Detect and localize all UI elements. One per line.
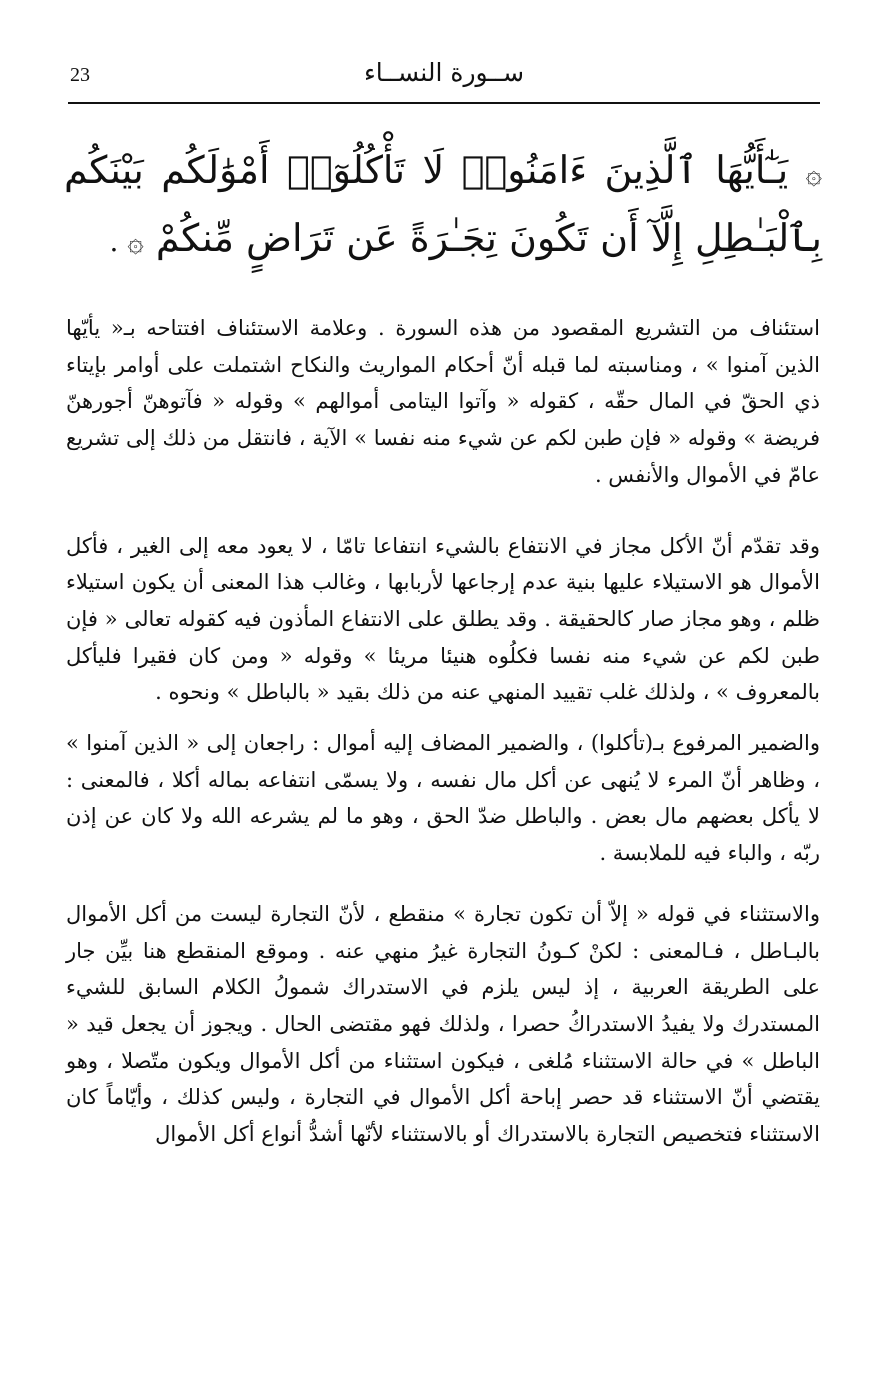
- paragraph-3: والضمير المرفوع بـ(تأكلوا) ، والضمير المضاف إليه أموال : راجعان إلى « الذين آمنوا » ، وظاهر أنّ المرء لا يُنهى عن أكل مال نفسه ، ولا يسمّى انتفاعه بماله أكلا ، فالمعنى : لا يأكل بعضهم مال بعض . والباطل ضدّ الحق ، وهو ما لم يشرعه الله ولا كان عن إذن ربّه ، والباء فيه للملابسة .: [66, 731, 820, 866]
- verse-text: يَـٰٓأَيُّهَا ٱلَّذِينَ ءَامَنُوا۟ لَا تَأْكُلُوٓا۟ أَمْوَٰلَكُم بَيْنَكُم بِٱلْبَـٰطِلِ إِلَّآ أَن تَكُونَ تِجَـٰرَةً عَن تَرَاضٍ مِّنكُمْ: [64, 148, 822, 260]
- paragraph-4: والاستثناء في قوله « إلاّ أن تكون تجارة » منقطع ، لأنّ التجارة ليست من أكل الأموال بالبـاطل ، فـالمعنى : لكنْ كـونُ التجارة غيرُ منهي عنه . وموقع المنقطع هنا بيِّن جار على الطريقة العربية ، إذ ليس يلزم في الاستدراك شمولُ الكلام السابق للشيء المستدرك ولا يفيدُ الاستدراكُ حصرا ، ولذلك فهو مقتضى الحال . ويجوز أن يجعل قيد « الباطل » في حالة الاستثناء مُلغى ، فيكون استثناء من أكل الأموال ويكون متّصلا ، وهو يقتضي أنّ الاستثناء قد حصر إباحة أكل الأموال في التجارة ، وليس كذلك ، وأيّاماً كان الاستثناء فتخصيص التجارة بالاستدراك أو بالاستثناء لأنّها أشدُّ أنواع أكل الأموال: [66, 901, 820, 1147]
- quran-verse: [64, 138, 822, 274]
- running-title: ســورة النســاء: [363, 58, 525, 87]
- paragraph-2: وقد تقدّم أنّ الأكل مجاز في الانتفاع بالشيء انتفاعا تامّا ، لا يعود معه إلى الغير ، فأكل الأموال هو الاستيلاء عليها بنية عدم إرجاعها لأربابها ، وغالب هذا المعنى أن يكون استيلاء ظلم ، وهو مجاز صار كالحقيقة . وقد يطلق على الانتفاع المأذون فيه كقوله تعالى « فإن طبن لكم عن شيء منه نفسا فكلُوه هنيئا مريئا » وقوله « ومن كان فقيرا فليأكل بالمعروف » ، ولذلك غلب تقييد المنهي عنه من ذلك بقيد « بالباطل » ونحوه .: [66, 533, 820, 705]
- verse-open-ornament: ۞: [805, 157, 822, 190]
- page-header: [68, 56, 820, 104]
- page-number: 23: [70, 64, 90, 86]
- commentary-body: [66, 310, 820, 1153]
- paragraph-1: استئناف من التشريع المقصود من هذه السورة . وعلامة الاستئناف افتتاحه بـ« يأيّها الذين آمنوا » ، ومناسبته لما قبله أنّ أحكام المواريث والنكاح اشتملت على أوامر بإيتاء ذي الحقّ في المال حقّه ، كقوله « وآتوا اليتامى أموالهم » وقوله « فآتوهنّ أجورهنّ فريضة » وقوله « فإن طبن لكم عن شيء منه نفسا » الآية ، فانتقل من ذلك إلى تشريع عامّ في الأموال والأنفس .: [66, 316, 820, 487]
- verse-close-ornament: ۞ .: [109, 225, 144, 258]
